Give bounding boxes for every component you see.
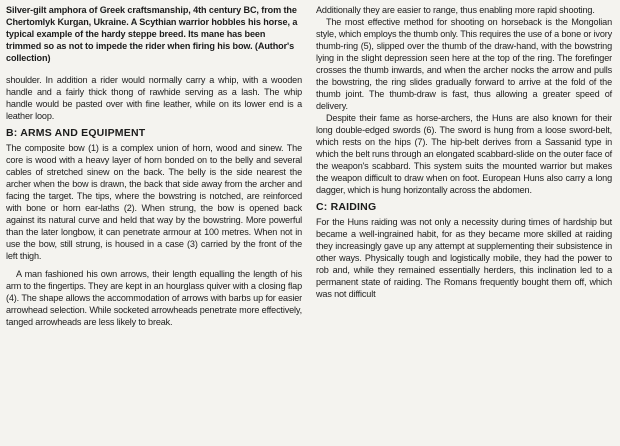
right-column [316, 4, 612, 300]
paragraph-arrows: A man fashioned his own arrows, their length equalling the length of his arm to the fingertips. They are kept in an hourglass quiver with a closing flap (4). The shape allows the accommodation of arrows with barbs up for easier arrowhead selection. While socketed arrowheads penetrate more effectively, tanged arrowheads are less likely to break. [6, 269, 302, 327]
paragraph-swords: Despite their fame as horse-archers, the Huns are also known for their long double-edged swords (6). The sword is hung from a loose sword-belt, which rests on the hips (7). The hip-belt derives from a Sassanid type in which the belt runs through an elongated scabbard-slide on the outer face of the weapon's scabbard. This system suits the mounted warrior but makes the weapon difficult to draw when on foot. European Huns also carry a long dagger, which is hung horizontally across the abdomen. [316, 113, 612, 195]
paragraph-composite-bow: The composite bow (1) is a complex union of horn, wood and sinew. The core is wood with a heavy layer of horn bonded on to the belly and several cables of stretched sinew on the back. The belly is the side nearest the archer when the bow is drawn, the back that side away from the archer and facing the target. The tips, where the bowstring is notched, are reinforced with bone or horn ear-laths (2). When strung, the bow is opened back against its natural curve and held that way by the bowstring. More powerful than the later longbow, it can penetrate armour at 100 metres. When not in use the bow, still strung, is housed in a case (3) carried by the front of the left thigh. [6, 143, 302, 261]
paragraph-whip: shoulder. In addition a rider would normally carry a whip, with a wooden handle and a fairly thick thong of rawhide serving as a lash. The whip handle would be pasted over with fine leather, while on its lower end is a leather loop. [6, 75, 302, 121]
section-heading-arms-and-equipment: B: ARMS AND EQUIPMENT [6, 127, 146, 139]
paragraph-mongolian-style: The most effective method for shooting on horseback is the Mongolian style, which employs the thumb only. This requires the use of a bone or ivory thumb-ring (5), slipped over the thumb of the draw-hand, with the bowstring lying in the slight depression seen here at the top of the ring. The forefinger crosses the thumb inwards, and when the archer nocks the arrow and pulls the bowstring, the ring slides gradually forward to arrive at the fold of the thumb joint. The thumb-draw is fast, thus allowing a greater speed of delivery. [316, 17, 612, 111]
left-column [6, 4, 302, 328]
paragraph-range: Additionally they are easier to range, thus enabling more rapid shooting. [316, 5, 595, 15]
paragraph-raiding: For the Huns raiding was not only a necessity during times of hardship but became a well-ingrained habit, for as they became more skilled at raiding they increasingly gave up any attempt at supplementing their subsistence in other ways. Physically tough and logistically mobile, they had the power to rob and, while they remained essentially herders, this inclination led to a permanent state of raiding. The Romans frequently bought them off, which was not difficult [316, 217, 612, 299]
section-heading-raiding: C: RAIDING [316, 201, 377, 213]
figure-caption: Silver-gilt amphora of Greek craftsmanship, 4th century BC, from the Chertomlyk Kurgan, Ukraine. A Scythian warrior hobbles his horse, a typical example of the hardy steppe breed. Its mane has been trimmed so as not to impede the rider when firing his bow. (Author's collection) [6, 5, 298, 63]
